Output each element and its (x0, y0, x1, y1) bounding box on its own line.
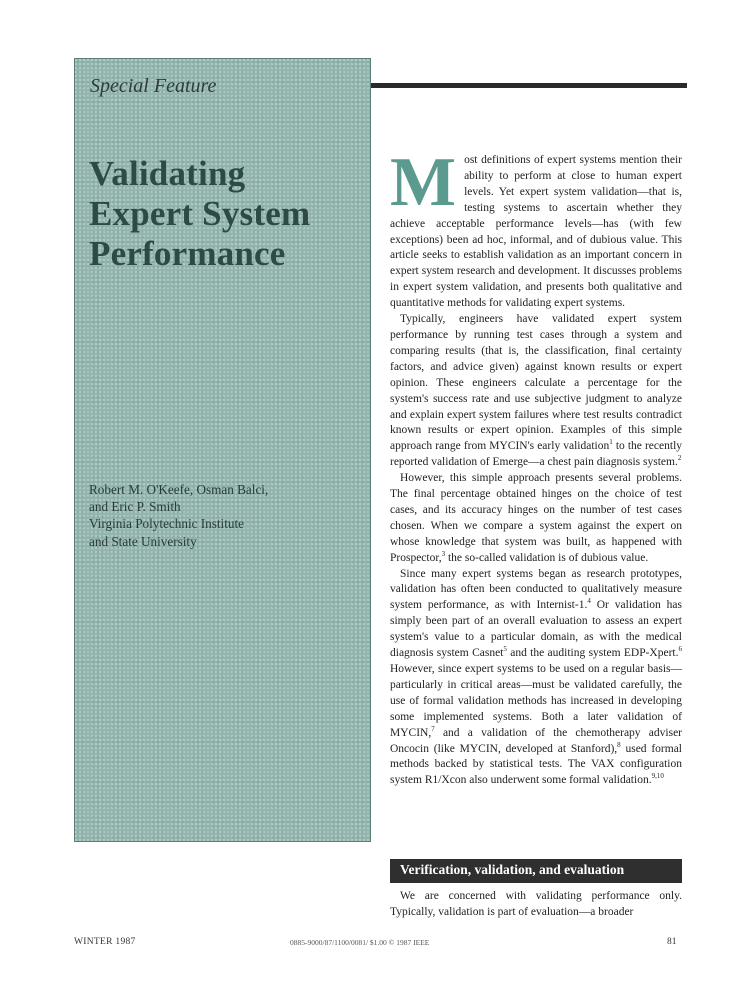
citation: 2 (677, 454, 682, 463)
title-line: Expert System (89, 194, 311, 233)
author-line: Robert M. O'Keefe, Osman Balci, (89, 482, 269, 497)
issue-label: WINTER 1987 (74, 937, 136, 947)
drop-cap: M (390, 144, 457, 221)
page-number: 81 (667, 937, 677, 947)
copyright-line: 0885-9000/87/1100/0081/ $1.00 © 1987 IEEE (290, 938, 430, 947)
citation: 3 (441, 549, 446, 558)
paragraph: Since many expert systems began as research prototypes, validation has often been conducted to qualitatively measure system performance, as with Internist-1.$^4$ Or validation has simply been part of an overall evaluation to assess an expert system's value to a particular domain, as with the medical diagnosis system Casnet$^5$ and the auditing system EDP-Xpert.$^6$ However, since expert systems to be used on a regular basis—particularly in critical areas—must be validated carefully, the use of formal validation methods has increased in developing some implemented systems. Both a later validation of MYCIN,$^7$ and a validation of the chemotherapy adviser Oncocin (like MYCIN, developed at Stanford),$^8$ used formal methods backed by statistical tests. The VAX configuration system R1/Xcon also underwent some formal validation.$^{9,10}$ (390, 567, 683, 787)
title-line: Performance (89, 234, 286, 273)
title-line: Validating (89, 154, 246, 193)
citation: 7 (431, 724, 435, 733)
section-label: Special Feature (90, 75, 217, 97)
citation: 4 (587, 597, 591, 606)
article-body (390, 144, 683, 789)
citation: 5 (503, 645, 507, 654)
affiliation-line: and State University (89, 533, 197, 549)
author-line: and Eric P. Smith (89, 499, 181, 515)
citation: 1 (609, 438, 613, 447)
section-heading: Verification, validation, and evaluation (390, 859, 682, 883)
paragraph: We are concerned with validating performance only. Typically, validation is part of evaluation—a broader (390, 890, 682, 918)
paragraph: Most definitions of expert systems mention their ability to perform at close to human expert levels. Yet expert system validation—that is, testing systems to ascertain whether they achieve acceptable performance levels—has (with few exceptions) been ad hoc, informal, and of dubious value. This article seeks to establish validation as an important concern in expert system research and development. It discusses problems in expert system validation, and presents both qualitative and quantitative methods for validating expert systems. (390, 144, 682, 310)
paragraph: However, this simple approach presents several problems. The final percentage obtained hinges on the choice of test cases, and its accuracy hinges on the number of test cases chosen. When we compare a system against the expert on whose knowledge that system was built, as happened with Prospector,$^3$ the so-called validation is of dubious value. (390, 472, 682, 564)
article-title (89, 154, 310, 274)
paragraph: Typically, engineers have validated expert system performance by running test cases through a system and comparing results (that is, the classification, final certainty factors, and advice given) against known results or expert opinion. These engineers calculate a percentage for the system's success rate and use subjective judgment to analyze and explain expert system failures where test results contradict known results or expert opinion. Examples of this simple approach range from MYCIN's early validation$^1$ to the recently reported validation of Emerge—a chest pain diagnosis system.$^2$ (390, 313, 683, 469)
author-byline (89, 481, 268, 550)
header-rule (371, 83, 687, 88)
citation: 8 (617, 740, 621, 749)
citation: 9,10 (651, 772, 664, 781)
title-panel (74, 58, 371, 842)
affiliation-line: Virginia Polytechnic Institute (89, 516, 244, 532)
citation: 6 (678, 645, 682, 654)
